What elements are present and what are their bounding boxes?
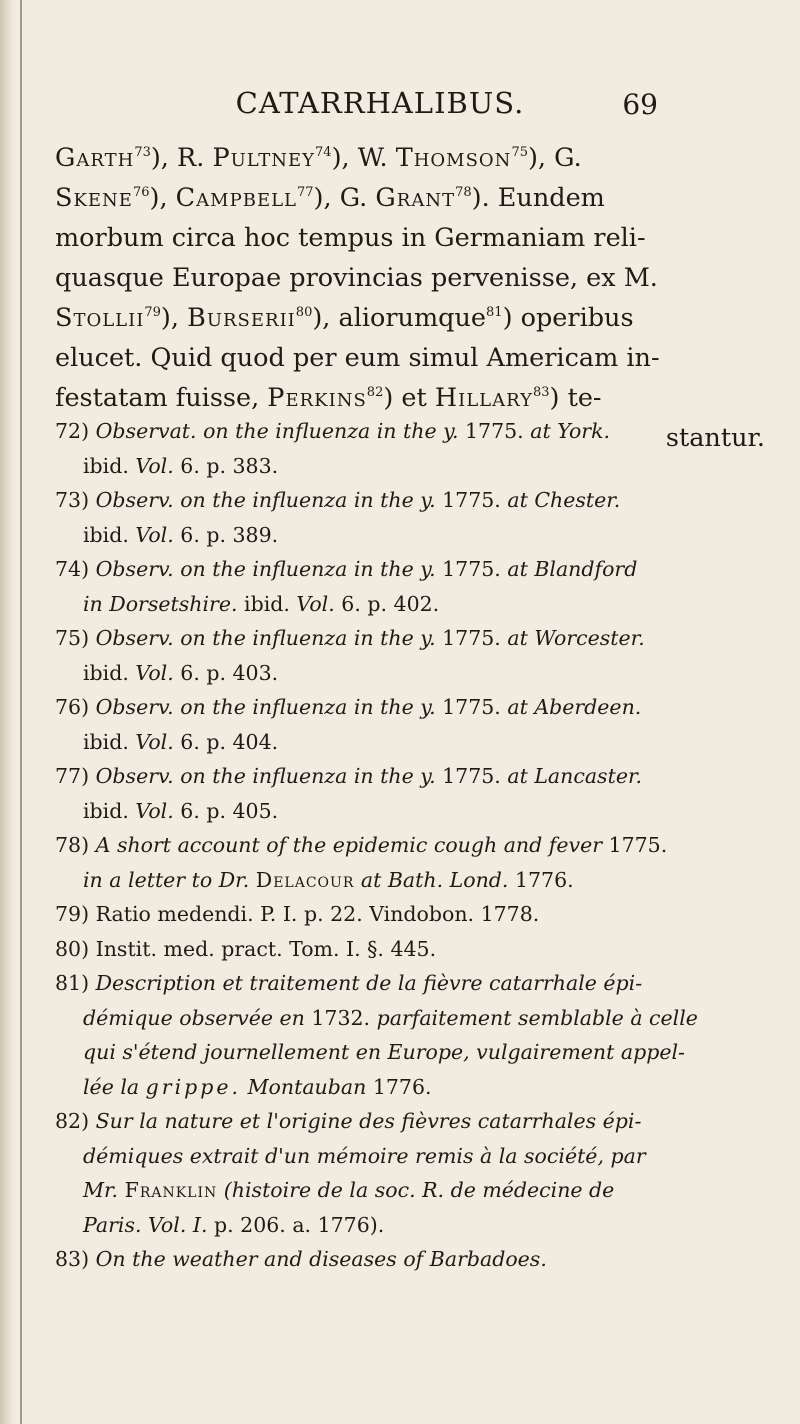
footnote-76: 76) Observ. on the influenza in the y. 1775. at Aberdeen. ibid. Vol. 6. p. 404. (55, 695, 642, 754)
footnote-73: 73) Observ. on the influenza in the y. 1775. at Chester. ibid. Vol. 6. p. 389. (55, 488, 621, 547)
footnote-81: 81) Description et traitement de la fièvre catarrhale épi- démique observée en 1732. parfaitement semblable à celle qui s'étend journellement en Europe, vulgairement appel- lée la grippe. Montauban 1776. (55, 971, 698, 1099)
footnote-83: 83) On the weather and diseases of Barbadoes. (55, 1247, 547, 1271)
page-number: 69 (622, 88, 658, 121)
main-text (55, 138, 765, 458)
footnote-79: 79) Ratio medendi. P. I. p. 22. Vindobon. 1778. (55, 902, 540, 926)
text-line-6: elucet. Quid quod per eum simul Americam in- (55, 343, 660, 373)
text-line-4: quasque Europae provincias pervenisse, ex M. (55, 263, 658, 293)
footnote-74: 74) Observ. on the influenza in the y. 1775. at Blandford in Dorsetshire. ibid. Vol. 6. p. 402. (55, 557, 638, 616)
footnote-75: 75) Observ. on the influenza in the y. 1775. at Worcester. ibid. Vol. 6. p. 403. (55, 626, 645, 685)
footnote-77: 77) Observ. on the influenza in the y. 1775. at Lancaster. ibid. Vol. 6. p. 405. (55, 764, 643, 823)
page-gutter-line (20, 0, 22, 1424)
text-line-2: Skene$^{76}$), Campbell$^{77}$), G. Grant$^{78}$). Eundem (55, 183, 605, 213)
footnote-72: 72) Observat. on the influenza in the y. 1775. at York. ibid. Vol. 6. p. 383. (55, 419, 611, 478)
footnote-78: 78) A short account of the epidemic cough and fever 1775. in a letter to Dr. Delacour at Bath. Lond. 1776. (55, 833, 668, 892)
footnote-80: 80) Instit. med. pract. Tom. I. §. 445. (55, 936, 437, 961)
footnote-82: 82) Sur la nature et l'origine des fièvres catarrhales épi- démiques extrait d'un mémoire remis à la société, par Mr. Franklin (histoire de la soc. R. de médecine de Paris. Vol. I. p. 206. a. 1776). (55, 1109, 646, 1237)
footnotes (55, 414, 775, 1277)
running-title: CATARRHALIBUS. (235, 86, 525, 120)
text-line-5: Stollii$^{79}$), Burserii$^{80}$), aliorumque$^{81}$) operibus (55, 303, 634, 333)
page-binding-shadow (0, 0, 14, 1424)
text-line-1: Garth$^{73}$), R. Pultney$^{74}$), W. Thomson$^{75}$), G. (55, 143, 582, 173)
text-line-8: stantur. (665, 423, 765, 453)
text-line-3: morbum circa hoc tempus in Germaniam reli- (55, 223, 646, 253)
text-line-7: festatam fuisse, Perkins$^{82}$) et Hillary$^{83}$) te- (55, 383, 602, 413)
